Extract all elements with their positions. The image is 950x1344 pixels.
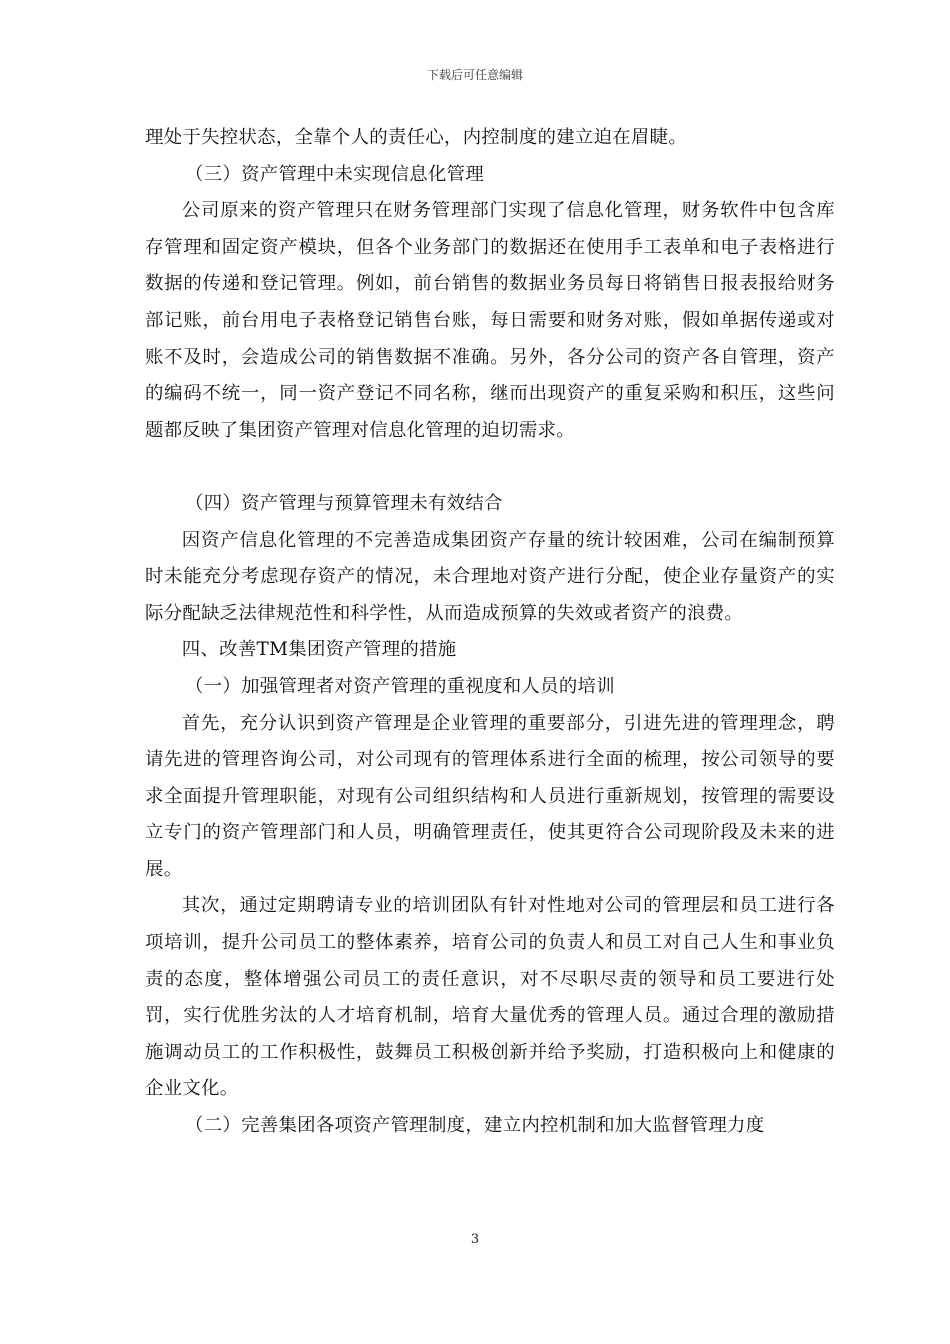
subheading-4: （四）资产管理与预算管理未有效结合 [185,492,503,514]
page-number: 3 [470,1232,480,1247]
paragraph-4: 因资产信息化管理的不完善造成集团资产存量的统计较困难，公司在编制预算时未能充分考虑现存资产的情况，未合理地对资产进行分配，使企业存量资产的实际分配缺乏法律规范性和科学性，从而造成预算的失效或者资产的浪费。 [145,529,835,624]
subheading-4-1: （一）加强管理者对资产管理的重视度和人员的培训 [185,675,615,697]
subheading-4-2: （二）完善集团各项资产管理制度，建立内控机制和加大监督管理力度 [185,1115,765,1137]
paragraph-4-1a: 首先，充分认识到资产管理是企业管理的重要部分，引进先进的管理理念，聘请先进的管理咨询公司，对公司现有的管理体系进行全面的梳理，按公司领导的要求全面提升管理职能，对现有公司组织结构和人员进行重新规划，按管理的需要设立专门的资产管理部门和人员，明确管理责任，使其更符合公司现阶段及未来的进展。 [145,712,835,880]
subheading-3: （三）资产管理中未实现信息化管理 [185,163,485,185]
paragraph-3: 公司原来的资产管理只在财务管理部门实现了信息化管理，财务软件中包含库存管理和固定资产模块，但各个业务部门的数据还在使用手工表单和电子表格进行数据的传递和登记管理。例如，前台销售的数据业务员每日将销售日报表报给财务部记账，前台用电子表格登记销售台账，每日需要和财务对账，假如单据传递或对账不及时，会造成公司的销售数据不准确。另外，各分公司的资产各自管理，资产的编码不统一，同一资产登记不同名称，继而出现资产的重复采购和积压，这些问题都反映了集团资产管理对信息化管理的迫切需求。 [145,200,835,441]
paragraph-intro: 理处于失控状态，全靠个人的责任心，内控制度的建立迫在眉睫。 [145,127,688,148]
document-body [145,120,835,1145]
page-header: 下载后可任意编辑 [426,68,523,82]
paragraph-4-1b: 其次，通过定期聘请专业的培训团队有针对性地对公司的管理层和员工进行各项培训，提升公司员工的整体素养，培育公司的负责人和员工对自己人生和事业负责的态度，整体增强公司员工的责任意识，对不尽职尽责的领导和员工要进行处罚，实行优胜劣汰的人才培育机制，培育大量优秀的管理人员。通过合理的激励措施调动员工的工作积极性，鼓舞员工积极创新并给予奖励，打造积极向上和健康的企业文化。 [145,895,835,1100]
blank-line [145,449,835,486]
section-heading-4: 四、改善TM集团资产管理的措施 [181,639,457,661]
